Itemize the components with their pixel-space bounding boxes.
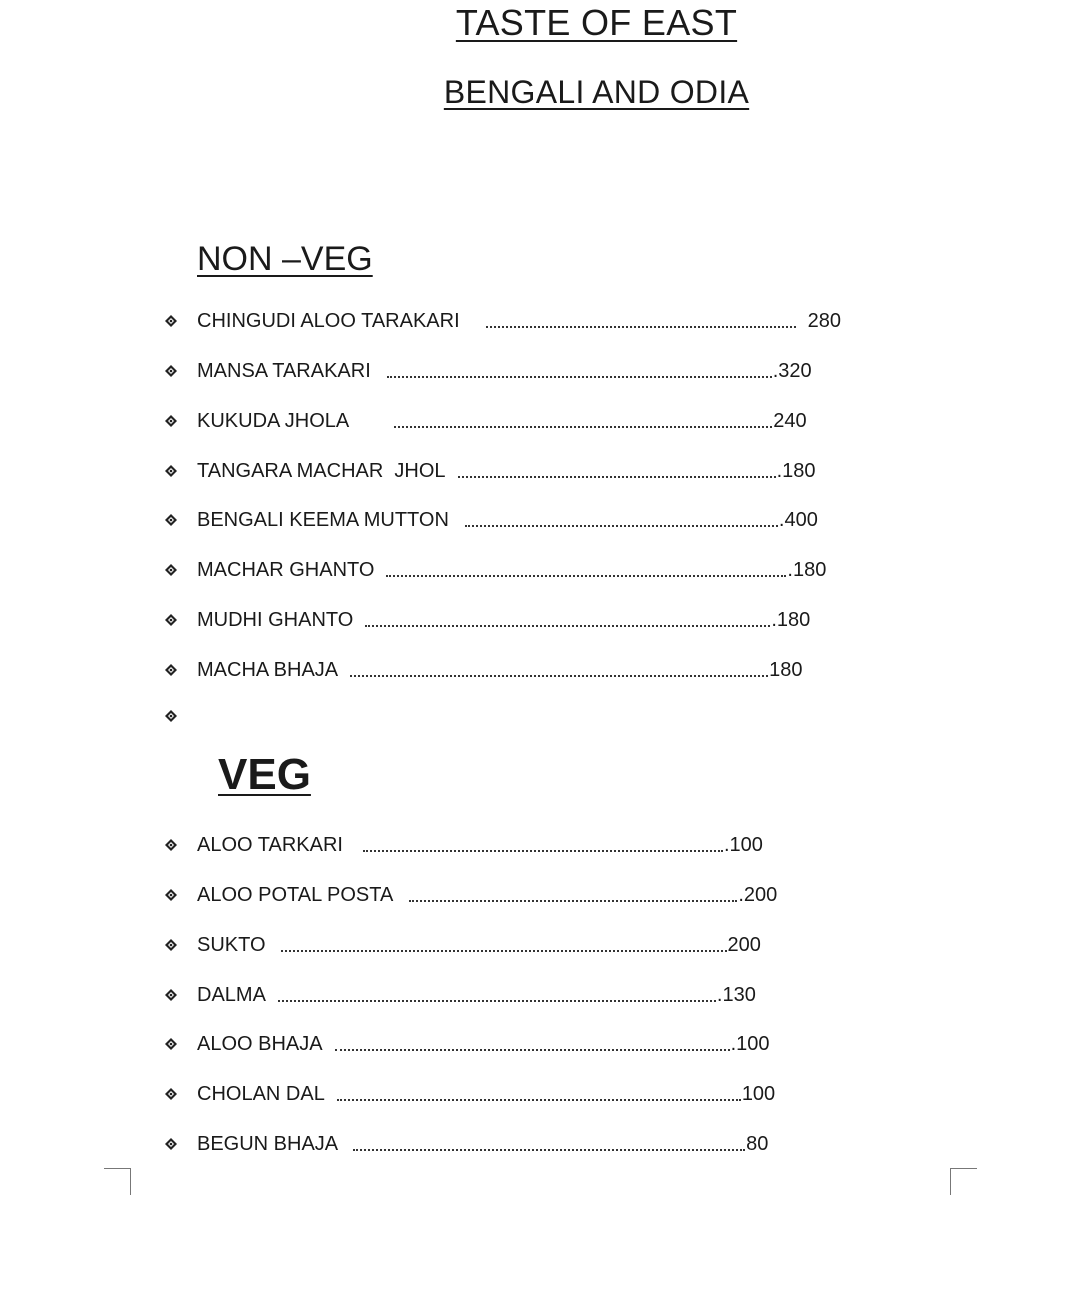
page-title: TASTE OF EAST bbox=[455, 2, 738, 43]
page-subtitle: BENGALI AND ODIA bbox=[443, 74, 750, 110]
leader-dots bbox=[337, 1089, 741, 1101]
diamond-bullet-icon bbox=[164, 365, 177, 378]
menu-item bbox=[164, 657, 803, 683]
leader-dots bbox=[281, 940, 727, 952]
menu-item-price: 80 bbox=[746, 1132, 769, 1155]
menu-item bbox=[164, 832, 763, 858]
leader-dots bbox=[350, 665, 768, 677]
menu-item-name: ALOO POTAL POSTA bbox=[197, 883, 394, 906]
menu-item-name: MACHAR GHANTO bbox=[197, 558, 375, 581]
diamond-bullet-icon bbox=[164, 889, 177, 902]
leader-dots bbox=[486, 316, 796, 328]
diamond-bullet-icon bbox=[164, 989, 177, 1002]
menu-item-price: 100 bbox=[741, 1082, 776, 1105]
empty-list-item bbox=[164, 703, 197, 729]
diamond-bullet-icon bbox=[164, 415, 177, 428]
leader-dots bbox=[353, 1139, 745, 1151]
menu-item-name: MUDHI GHANTO bbox=[197, 608, 354, 631]
menu-item-name: DALMA bbox=[197, 983, 266, 1006]
menu-item-name: TANGARA MACHAR JHOL bbox=[197, 459, 446, 482]
menu-item-price: .320 bbox=[772, 359, 812, 382]
menu-item-price: .130 bbox=[716, 983, 756, 1006]
diamond-bullet-icon bbox=[164, 514, 177, 527]
menu-item-price: .200 bbox=[738, 883, 778, 906]
menu-item bbox=[164, 1031, 770, 1057]
diamond-bullet-icon bbox=[164, 564, 177, 577]
menu-item bbox=[164, 1081, 775, 1107]
menu-item-name: ALOO TARKARI bbox=[197, 833, 343, 856]
page-corner-mark-left bbox=[104, 1168, 131, 1195]
diamond-bullet-icon bbox=[164, 1088, 177, 1101]
menu-item-name: BEGUN BHAJA bbox=[197, 1132, 339, 1155]
diamond-bullet-icon bbox=[164, 664, 177, 677]
menu-item-name: SUKTO bbox=[197, 933, 266, 956]
menu-item bbox=[164, 358, 812, 384]
diamond-bullet-icon bbox=[164, 1138, 177, 1151]
menu-item-price: 240 bbox=[773, 409, 807, 432]
leader-dots bbox=[458, 466, 776, 478]
menu-item-name: ALOO BHAJA bbox=[197, 1032, 323, 1055]
menu-item bbox=[164, 1131, 768, 1157]
leader-dots bbox=[335, 1039, 730, 1051]
page-corner-mark-right bbox=[950, 1168, 977, 1195]
menu-item-price: .180 bbox=[771, 608, 811, 631]
menu-item bbox=[164, 308, 841, 334]
diamond-bullet-icon bbox=[164, 465, 177, 478]
menu-item-name: MACHA BHAJA bbox=[197, 658, 339, 681]
leader-dots bbox=[278, 990, 716, 1002]
menu-item bbox=[164, 882, 777, 908]
menu-item-price: .100 bbox=[723, 833, 763, 856]
menu-item-name: MANSA TARAKARI bbox=[197, 359, 371, 382]
menu-item bbox=[164, 557, 826, 583]
menu-item-name: CHINGUDI ALOO TARAKARI bbox=[197, 309, 460, 332]
menu-item-name: BENGALI KEEMA MUTTON bbox=[197, 508, 449, 531]
menu-item bbox=[164, 408, 807, 434]
veg-heading: VEG bbox=[218, 750, 311, 799]
menu-item-price: 200 bbox=[727, 933, 761, 956]
menu-item bbox=[164, 507, 818, 533]
nonveg-heading: NON –VEG bbox=[197, 240, 373, 278]
menu-item-price: .400 bbox=[778, 508, 818, 531]
menu-item-price: 280 bbox=[807, 309, 842, 332]
leader-dots bbox=[387, 366, 772, 378]
diamond-bullet-icon bbox=[164, 710, 177, 723]
menu-item-name: CHOLAN DAL bbox=[197, 1082, 325, 1105]
leader-dots bbox=[363, 840, 723, 852]
diamond-bullet-icon bbox=[164, 839, 177, 852]
diamond-bullet-icon bbox=[164, 1038, 177, 1051]
diamond-bullet-icon bbox=[164, 614, 177, 627]
menu-item-price: .180 bbox=[787, 558, 827, 581]
menu-item bbox=[164, 982, 756, 1008]
leader-dots bbox=[386, 565, 786, 577]
diamond-bullet-icon bbox=[164, 315, 177, 328]
leader-dots bbox=[465, 515, 778, 527]
diamond-bullet-icon bbox=[164, 939, 177, 952]
menu-item-name: KUKUDA JHOLA bbox=[197, 409, 350, 432]
leader-dots bbox=[394, 416, 772, 428]
menu-item-price: .180 bbox=[776, 459, 816, 482]
leader-dots bbox=[409, 890, 737, 902]
menu-item bbox=[164, 607, 810, 633]
menu-item bbox=[164, 458, 816, 484]
leader-dots bbox=[365, 615, 770, 627]
menu-item bbox=[164, 932, 761, 958]
menu-item-price: 180 bbox=[769, 658, 803, 681]
menu-item-price: .100 bbox=[730, 1032, 770, 1055]
